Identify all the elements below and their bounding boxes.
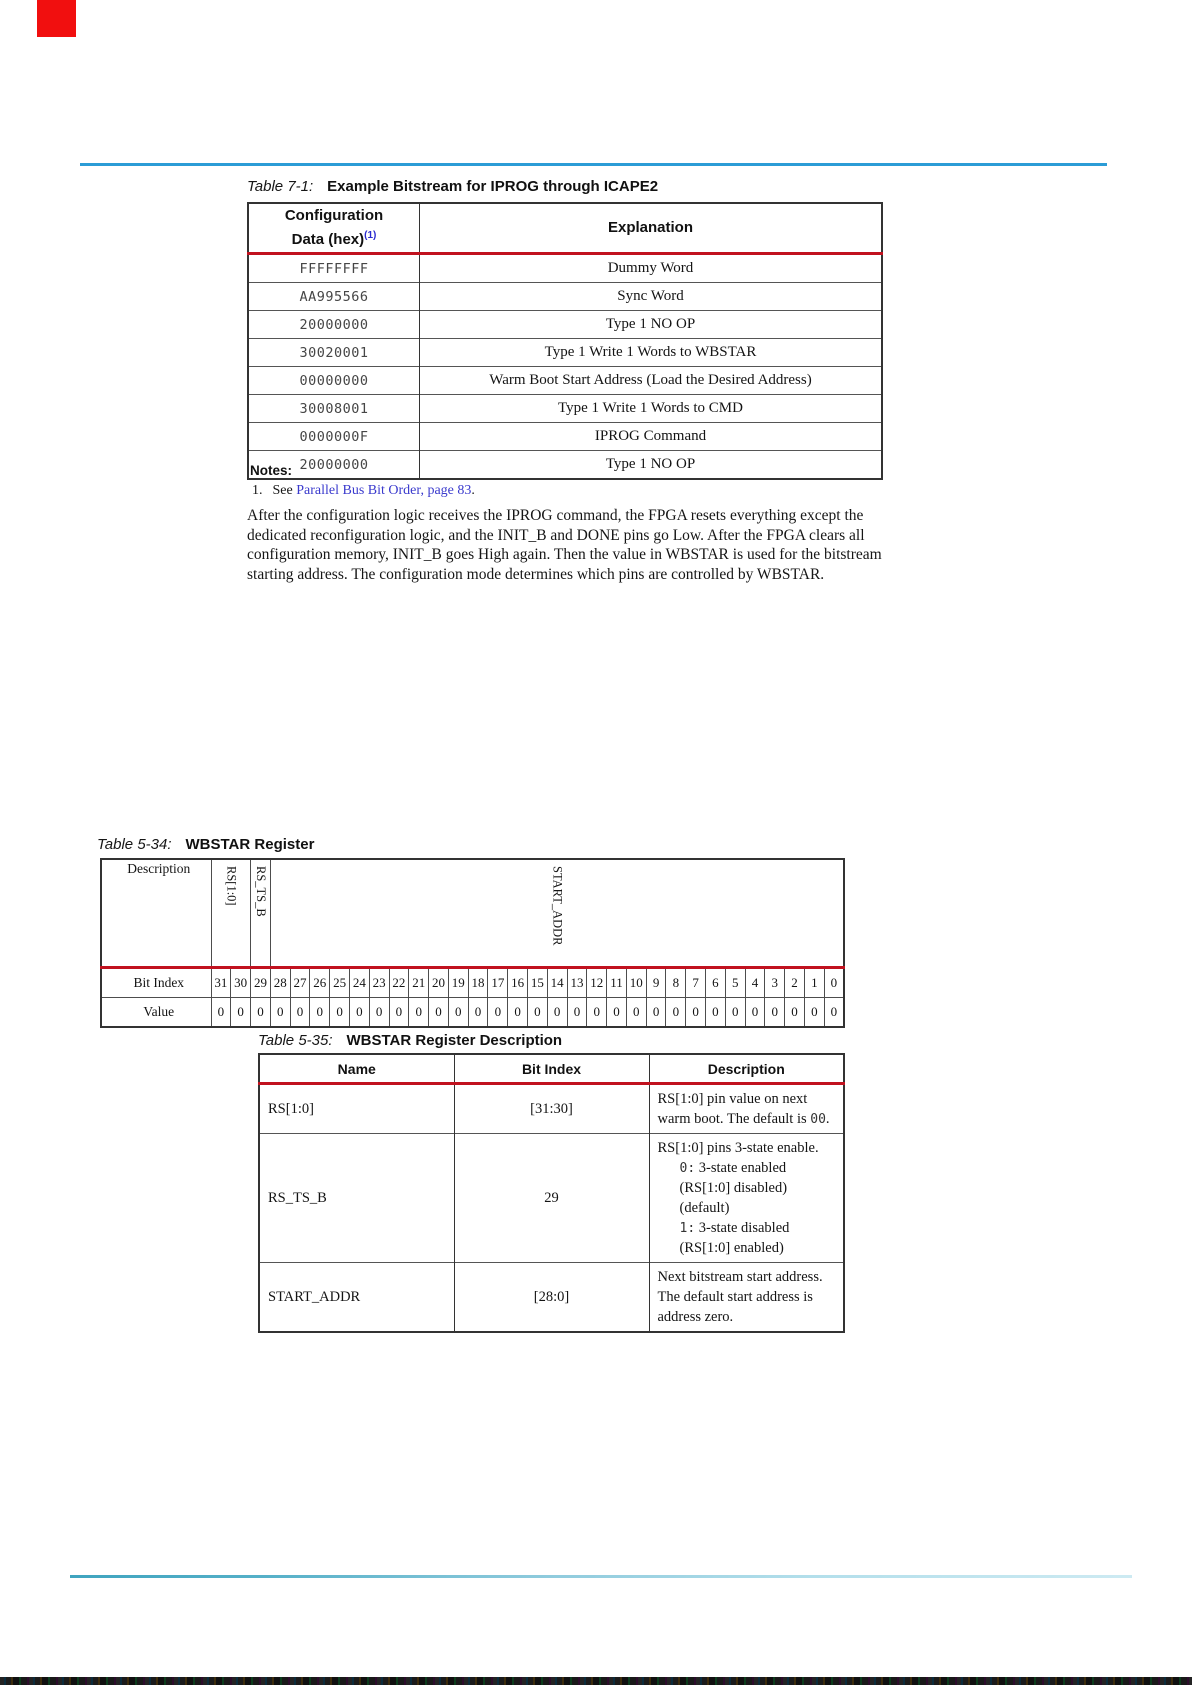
bitstream-row [248, 339, 882, 367]
config-data-column-header [248, 203, 420, 254]
table-5-34-caption [97, 836, 314, 853]
wbstar-description-table [258, 1053, 845, 1333]
field-name-cell: RS[1:0] [259, 1084, 454, 1134]
bit-index-cell: 22 [389, 968, 409, 998]
bitstream-row [248, 367, 882, 395]
register-field-cell [211, 859, 251, 968]
table-5-35-caption [258, 1032, 562, 1049]
parallel-bus-bit-order-link[interactable]: Parallel Bus Bit Order, page 83 [296, 483, 472, 498]
bit-value-cell: 0 [745, 998, 765, 1028]
bit-value-cell: 0 [508, 998, 528, 1028]
note-number: 1. [252, 483, 263, 498]
bit-index-cell: 24 [349, 968, 369, 998]
bit-index-cell: 4 [745, 968, 765, 998]
bottom-divider-rule [70, 1575, 1132, 1578]
explanation-column-header: Explanation [420, 203, 883, 254]
config-data-cell: 20000000 [248, 311, 420, 339]
field-description-cell [649, 1134, 844, 1263]
field-bit-index-cell: 29 [454, 1134, 649, 1263]
bit-index-cell: 2 [785, 968, 805, 998]
explanation-cell: Warm Boot Start Address (Load the Desired Address) [420, 367, 883, 395]
bit-value-cell: 0 [369, 998, 389, 1028]
bit-value-cell: 0 [804, 998, 824, 1028]
field-name-cell: START_ADDR [259, 1263, 454, 1333]
config-data-header-line2: Data (hex) [291, 231, 365, 248]
bit-value-cell: 0 [448, 998, 468, 1028]
bit-value-cell: 0 [547, 998, 567, 1028]
bit-index-cell: 12 [587, 968, 607, 998]
bit-value-cell: 0 [824, 998, 844, 1028]
bit-index-cell: 15 [528, 968, 548, 998]
table-5-35-label: Table 5-35: [258, 1032, 333, 1049]
bit-value-cell: 0 [686, 998, 706, 1028]
explanation-cell: Type 1 Write 1 Words to CMD [420, 395, 883, 423]
red-marker [37, 0, 76, 37]
bit-value-cell: 0 [409, 998, 429, 1028]
register-field-label: RS[1:0] [224, 866, 239, 906]
field-description-cell [649, 1263, 844, 1333]
table-5-35-title: WBSTAR Register Description [346, 1032, 563, 1049]
bit-index-row [101, 968, 844, 998]
bit-value-cell: 0 [725, 998, 745, 1028]
bit-index-column-header: Bit Index [454, 1054, 649, 1084]
bit-value-cell: 0 [211, 998, 231, 1028]
config-data-cell: 30020001 [248, 339, 420, 367]
config-data-cell: 00000000 [248, 367, 420, 395]
note-text: See [272, 483, 297, 498]
register-field-cell [270, 859, 844, 968]
field-bit-index-cell: [28:0] [454, 1263, 649, 1333]
bit-index-cell: 29 [251, 968, 271, 998]
bit-index-cell: 21 [409, 968, 429, 998]
bit-index-cell: 27 [290, 968, 310, 998]
register-field-label: START_ADDR [550, 866, 565, 946]
description-header: Description [101, 859, 211, 968]
register-header-row [101, 859, 844, 968]
field-bit-index-cell: [31:30] [454, 1084, 649, 1134]
bitstream-row [248, 395, 882, 423]
body-paragraph: After the configuration logic receives the IPROG command, the FPGA resets everything except the dedicated reconfiguration logic, and the INIT_B and DONE pins go Low. After the FPGA clears all configuration memory, INIT_B goes High again. Then the value in WBSTAR is used for the bitstream starting address. The configuration mode determines which pins are controlled by WBSTAR. [247, 507, 882, 583]
bit-value-cell: 0 [310, 998, 330, 1028]
wbstar-description-row [259, 1084, 844, 1134]
bit-index-row-label: Bit Index [101, 968, 211, 998]
bit-index-cell: 11 [607, 968, 627, 998]
bit-value-cell: 0 [270, 998, 290, 1028]
bit-value-cell: 0 [785, 998, 805, 1028]
bit-index-cell: 17 [488, 968, 508, 998]
bit-value-cell: 0 [349, 998, 369, 1028]
bit-value-cell: 0 [488, 998, 508, 1028]
bottom-scan-bar [0, 1677, 1192, 1685]
bit-value-cell: 0 [429, 998, 449, 1028]
bit-value-cell: 0 [567, 998, 587, 1028]
bit-index-cell: 30 [231, 968, 251, 998]
note-suffix: . [471, 483, 475, 498]
explanation-cell: IPROG Command [420, 423, 883, 451]
explanation-cell: Type 1 NO OP [420, 451, 883, 480]
config-data-header-line1: Configuration [284, 207, 384, 224]
bit-value-cell: 0 [468, 998, 488, 1028]
bitstream-table [247, 202, 883, 480]
config-data-cell: 0000000F [248, 423, 420, 451]
bit-index-cell: 31 [211, 968, 231, 998]
bitstream-row [248, 283, 882, 311]
table-7-1-label: Table 7-1: [247, 178, 314, 195]
bit-index-cell: 19 [448, 968, 468, 998]
bit-index-cell: 0 [824, 968, 844, 998]
notes-heading: Notes: [250, 463, 293, 478]
config-data-cell: AA995566 [248, 283, 420, 311]
wbstar-description-header-row [259, 1054, 844, 1084]
config-data-cell: 30008001 [248, 395, 420, 423]
wbstar-register-table [100, 858, 845, 1028]
value-row [101, 998, 844, 1028]
bit-index-cell: 13 [567, 968, 587, 998]
bit-index-cell: 23 [369, 968, 389, 998]
wbstar-description-row [259, 1134, 844, 1263]
bitstream-row [248, 423, 882, 451]
bit-index-cell: 3 [765, 968, 785, 998]
table-5-34-label: Table 5-34: [97, 836, 172, 853]
bit-value-cell: 0 [706, 998, 726, 1028]
description-line: RS[1:0] pins 3-state enable. [657, 1140, 819, 1156]
table-5-34-title: WBSTAR Register [185, 836, 315, 853]
bit-value-cell: 0 [765, 998, 785, 1028]
bit-value-cell: 0 [587, 998, 607, 1028]
bit-index-cell: 8 [666, 968, 686, 998]
bit-value-cell: 0 [528, 998, 548, 1028]
mono-value: 1: [679, 1221, 696, 1236]
bit-index-cell: 10 [626, 968, 646, 998]
value-row-label: Value [101, 998, 211, 1028]
bitstream-row [248, 451, 882, 480]
bitstream-table-body [248, 254, 882, 480]
description-line: 0: 3-state enabled (RS[1:0] disabled) (default) [679, 1160, 788, 1216]
table-7-1-caption [247, 178, 658, 195]
bit-value-cell: 0 [251, 998, 271, 1028]
description-line: 1: 3-state disabled (RS[1:0] enabled) [679, 1220, 790, 1256]
bit-index-cell: 14 [547, 968, 567, 998]
bit-index-cell: 28 [270, 968, 290, 998]
register-field-cell [251, 859, 271, 968]
bit-index-cell: 26 [310, 968, 330, 998]
wbstar-description-body [259, 1084, 844, 1333]
bitstream-table-header-row [248, 203, 882, 254]
explanation-cell: Dummy Word [607, 260, 694, 276]
field-description-cell [649, 1084, 844, 1134]
bitstream-row [248, 254, 882, 283]
note-item [252, 483, 475, 499]
mono-value: 00 [810, 1112, 826, 1127]
explanation-cell: Type 1 NO OP [420, 311, 883, 339]
bit-index-cell: 1 [804, 968, 824, 998]
explanation-cell: Sync Word [420, 283, 883, 311]
description-column-header: Description [649, 1054, 844, 1084]
wbstar-description-row [259, 1263, 844, 1333]
bitstream-row [248, 311, 882, 339]
field-name-cell: RS_TS_B [259, 1134, 454, 1263]
description-line: Next bitstream start address. The default start address is address zero. [657, 1269, 823, 1325]
bit-value-cell: 0 [646, 998, 666, 1028]
name-column-header: Name [259, 1054, 454, 1084]
footnote-1-link[interactable]: (1) [364, 230, 377, 241]
bit-index-cell: 16 [508, 968, 528, 998]
register-field-label: RS_TS_B [253, 866, 268, 917]
bit-value-cell: 0 [231, 998, 251, 1028]
bit-value-cell: 0 [389, 998, 409, 1028]
explanation-cell: Type 1 Write 1 Words to WBSTAR [420, 339, 883, 367]
bit-index-cell: 7 [686, 968, 706, 998]
bit-index-cell: 5 [725, 968, 745, 998]
table-7-1-title: Example Bitstream for IPROG through ICAPE2 [327, 178, 659, 195]
bit-value-cell: 0 [626, 998, 646, 1028]
bit-value-cell: 0 [290, 998, 310, 1028]
top-divider-rule [80, 163, 1107, 166]
bit-value-cell: 0 [666, 998, 686, 1028]
bit-index-cell: 25 [330, 968, 350, 998]
description-line: RS[1:0] pin value on next warm boot. The default is 00. [657, 1091, 830, 1127]
bit-index-cell: 6 [706, 968, 726, 998]
bit-index-cell: 18 [468, 968, 488, 998]
mono-value: 0: [679, 1161, 696, 1176]
config-data-cell: FFFFFFFF [248, 254, 420, 283]
bit-value-cell: 0 [330, 998, 350, 1028]
bit-value-cell: 0 [607, 998, 627, 1028]
bit-index-cell: 20 [429, 968, 449, 998]
config-data-cell: 20000000 [248, 451, 420, 480]
bit-index-cell: 9 [646, 968, 666, 998]
